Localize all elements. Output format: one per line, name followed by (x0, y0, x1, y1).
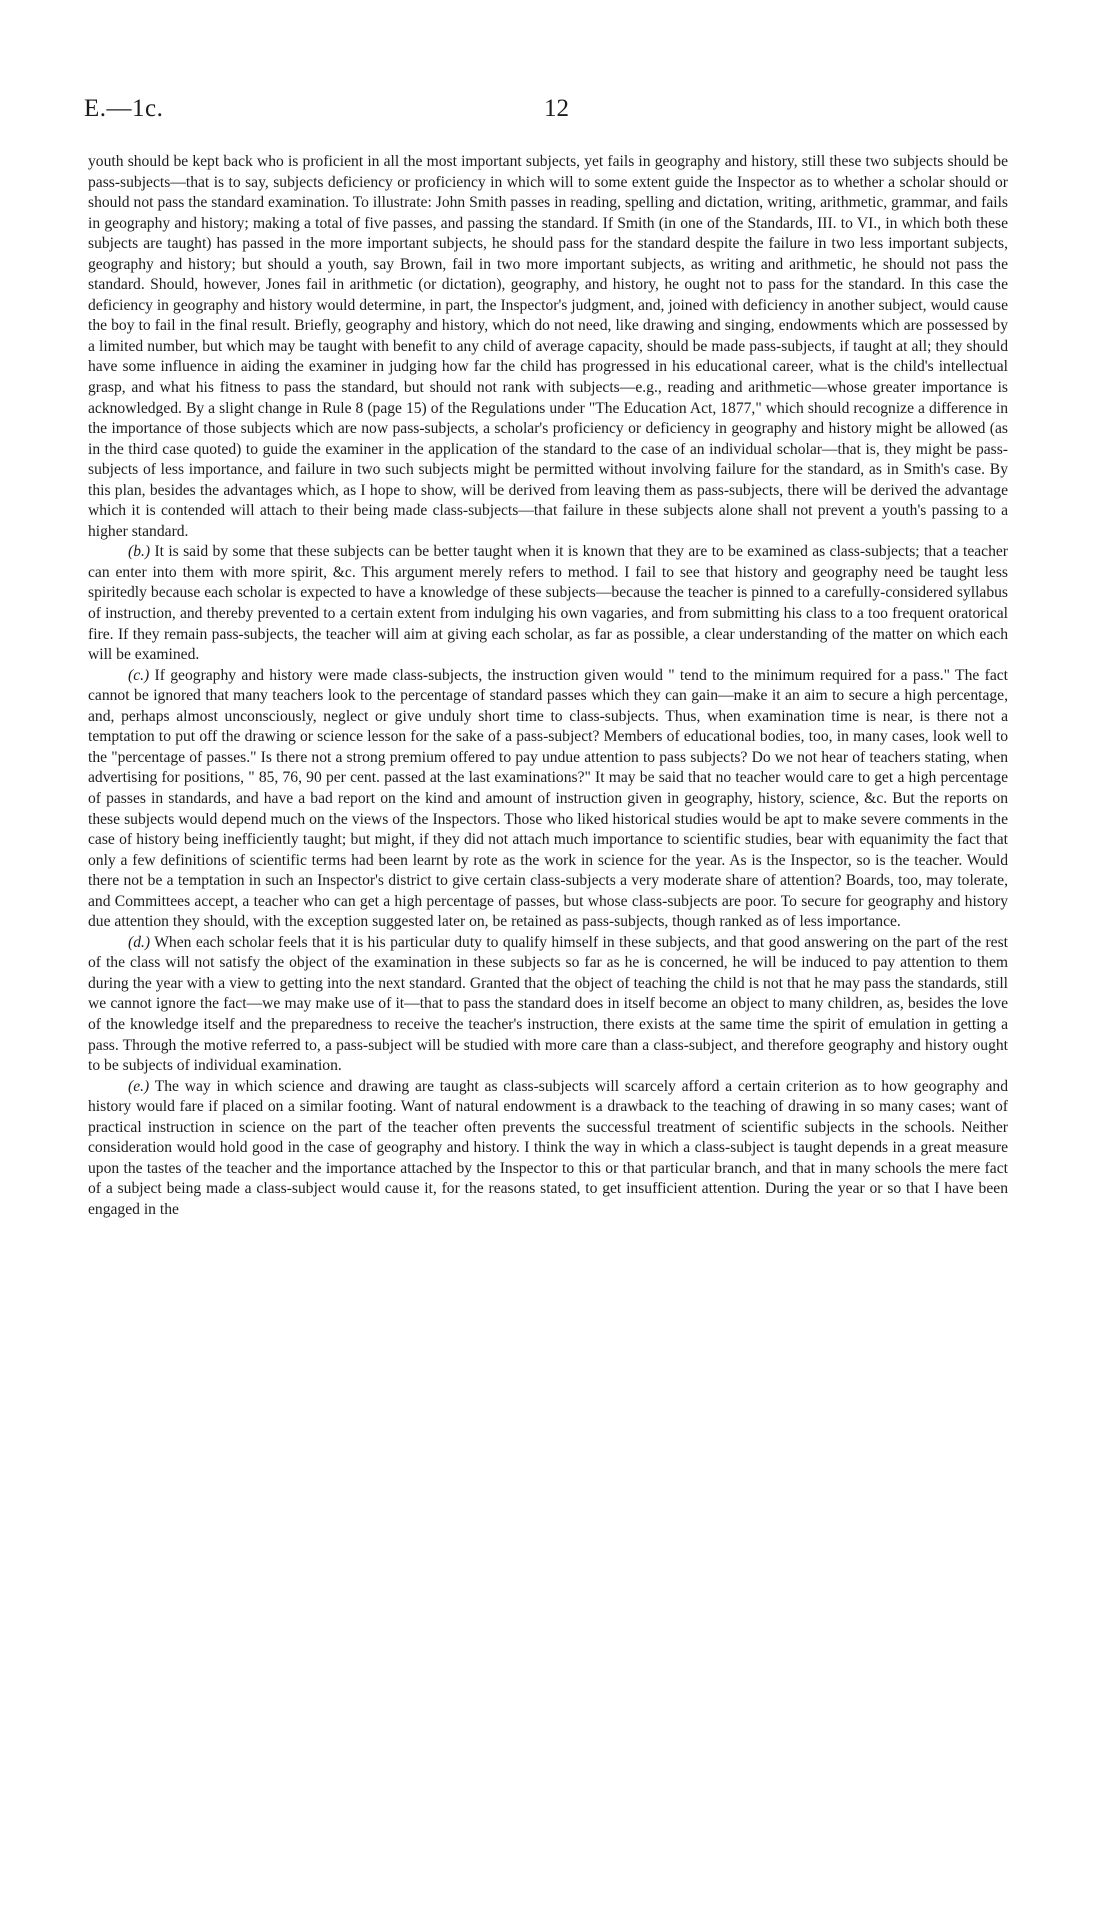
page-number: 12 (544, 95, 569, 122)
paragraph-c (88, 666, 1008, 933)
body-text (88, 152, 1008, 1220)
paragraph-e (88, 1077, 1008, 1221)
paragraph-text: If geography and history were made class-subjects, the instruction given would " tend to the minimum required for a pass." The fact cannot be ignored that many teachers look to the percentage of standard passes which they can gain—make it an aim to secure a high percentage, and, perhaps almost unconsciously, neglect or give unduly short time to class-subjects. Thus, when examination time is near, is there not a temptation to put off the drawing or science lesson for the sake of a pass-subject? Members of educational bodies, too, in many cases, look well to the "percentage of passes." Is there not a strong premium offered to pay undue attention to pass subjects? Do we not hear of teachers stating, when advertising for positions, " 85, 76, 90 per cent. passed at the last examinations?" It may be said that no teacher would care to get a high percentage of passes in standards, and have a bad report on the kind and amount of instruction given in geography, history, science, &c. But the reports on these subjects would depend much on the views of the Inspectors. Those who liked historical studies would be apt to make severe comments in the case of history being inefficiently taught; but might, if they did not attach much importance to scientific studies, bear with equanimity the fact that only a few definitions of scientific terms had been learnt by rote as the work in science for the year. As is the Inspector, so is the teacher. Would there not be a temptation in such an Inspector's district to give certain class-subjects a very moderate share of attention? Boards, too, may tolerate, and Committees accept, a teacher who can get a high percentage of passes, but whose class-subjects are poor. To secure for geography and history due attention they should, with the exception suggested later on, be retained as pass-subjects, though ranked as of less importance. (88, 666, 1008, 931)
paragraph-text: It is said by some that these subjects can be better taught when it is known that they are to be examined as class-subjects; that a teacher can enter into them with more spirit, &c. This argument merely refers to method. I fail to see that history and geography need be taught less spiritedly because each scholar is expected to have a knowledge of these subjects—because the teacher is pinned to a carefully-considered syllabus of instruction, and thereby prevented to a certain extent from indulging his own vagaries, and from submitting his class to a too frequent oratorical fire. If they remain pass-subjects, the teacher will aim at giving each scholar, as far as possible, a clear understanding of the matter on which each will be examined. (88, 543, 1008, 664)
paragraph-text: youth should be kept back who is proficient in all the most important subjects, yet fails in geography and history, still these two subjects should be pass-subjects—that is to say, subjects deficiency or proficiency in which will to some extent guide the Inspector as to whether a scholar should or should not pass the standard examination. To illustrate: John Smith passes in reading, spelling and dictation, writing, arithmetic, grammar, and fails in geography and history; making a total of five passes, and passing the standard. If Smith (in one of the Standards, III. to VI., in which both these subjects are taught) has passed in the more important subjects, he should pass for the standard despite the failure in two less important subjects, geography and history; but should a youth, say Brown, fail in two more important subjects, as writing and arithmetic, he should not pass the standard. Should, however, Jones fail in arithmetic (or dictation), geography, and history, he ought not to pass for the standard. In this case the deficiency in geography and history would determine, in part, the Inspector's judgment, and, joined with deficiency in another subject, would cause the boy to fail in the final result. Briefly, geography and history, which do not need, like drawing and singing, endowments which are possessed by a limited number, but which may be taught with benefit to any child of average capacity, should be made pass-subjects, if taught at all; they should have some influence in aiding the examiner in judging how far the child has progressed in his educational career, what is the child's intellectual grasp, and what his fitness to pass the standard, but should not rank with subjects—e.g., reading and arithmetic—whose greater importance is acknowledged. By a slight change in Rule 8 (page 15) of the Regulations under "The Education Act, 1877," which should recognize a difference in the importance of those subjects which are now pass-subjects, a scholar's proficiency or deficiency in geography and history might be allowed (as in the third case quoted) to guide the examiner in the application of the standard to the case of an individual scholar—that is, they might be pass-subjects of less importance, and failure in two such subjects might be permitted without involving failure for the standard, as in Smith's case. By this plan, besides the advantages which, as I hope to show, will be derived from leaving them as pass-subjects, there will be derived the advantage which it is contended will attach to their being made class-subjects—that failure in these subjects alone shall not prevent a youth's passing to a higher standard. (88, 153, 1008, 540)
paragraph-label: (e.) (128, 1077, 150, 1095)
paragraph-text: The way in which science and drawing are taught as class-subjects will scarcely afford a certain criterion as to how geography and history would fare if placed on a similar footing. Want of natural endowment is a drawback to the teaching of drawing in so many cases; want of practical instruction in science on the part of the teacher often prevents the successful treatment of scientific subjects in the schools. Neither consideration would hold good in the case of geography and history. I think the way in which a class-subject is taught depends in a great measure upon the tastes of the teacher and the importance attached by the Inspector to this or that particular branch, and that in many schools the mere fact of a subject being made a class-subject would cause it, for the reasons stated, to get insufficient attention. During the year or so that I have been engaged in the (88, 1077, 1008, 1218)
paragraph-label: (c.) (128, 666, 150, 684)
paragraph-d (88, 933, 1008, 1077)
page-header (84, 95, 1014, 135)
paragraph-text: When each scholar feels that it is his particular duty to qualify himself in these subjects, and that good answering on the part of the rest of the class will not satisfy the object of the examination in these subjects so far as he is concerned, he will be induced to pay attention to them during the year with a view to getting into the next standard. Granted that the object of teaching the child is not that he may pass the standards, still we cannot ignore the fact—we may make use of it—that to pass the standard does in itself become an object to many children, as, besides the love of the knowledge itself and the preparedness to receive the teacher's instruction, there exists at the same time the spirit of emulation in getting a pass. Through the motive referred to, a pass-subject will be studied with more care than a class-subject, and therefore geography and history ought to be subjects of individual examination. (88, 933, 1009, 1075)
paragraph-b (88, 542, 1008, 665)
paragraph-label: (d.) (128, 933, 151, 951)
paragraph-label: (b.) (128, 543, 151, 561)
document-reference: E.—1c. (84, 95, 164, 122)
paragraph-a (88, 152, 1008, 542)
